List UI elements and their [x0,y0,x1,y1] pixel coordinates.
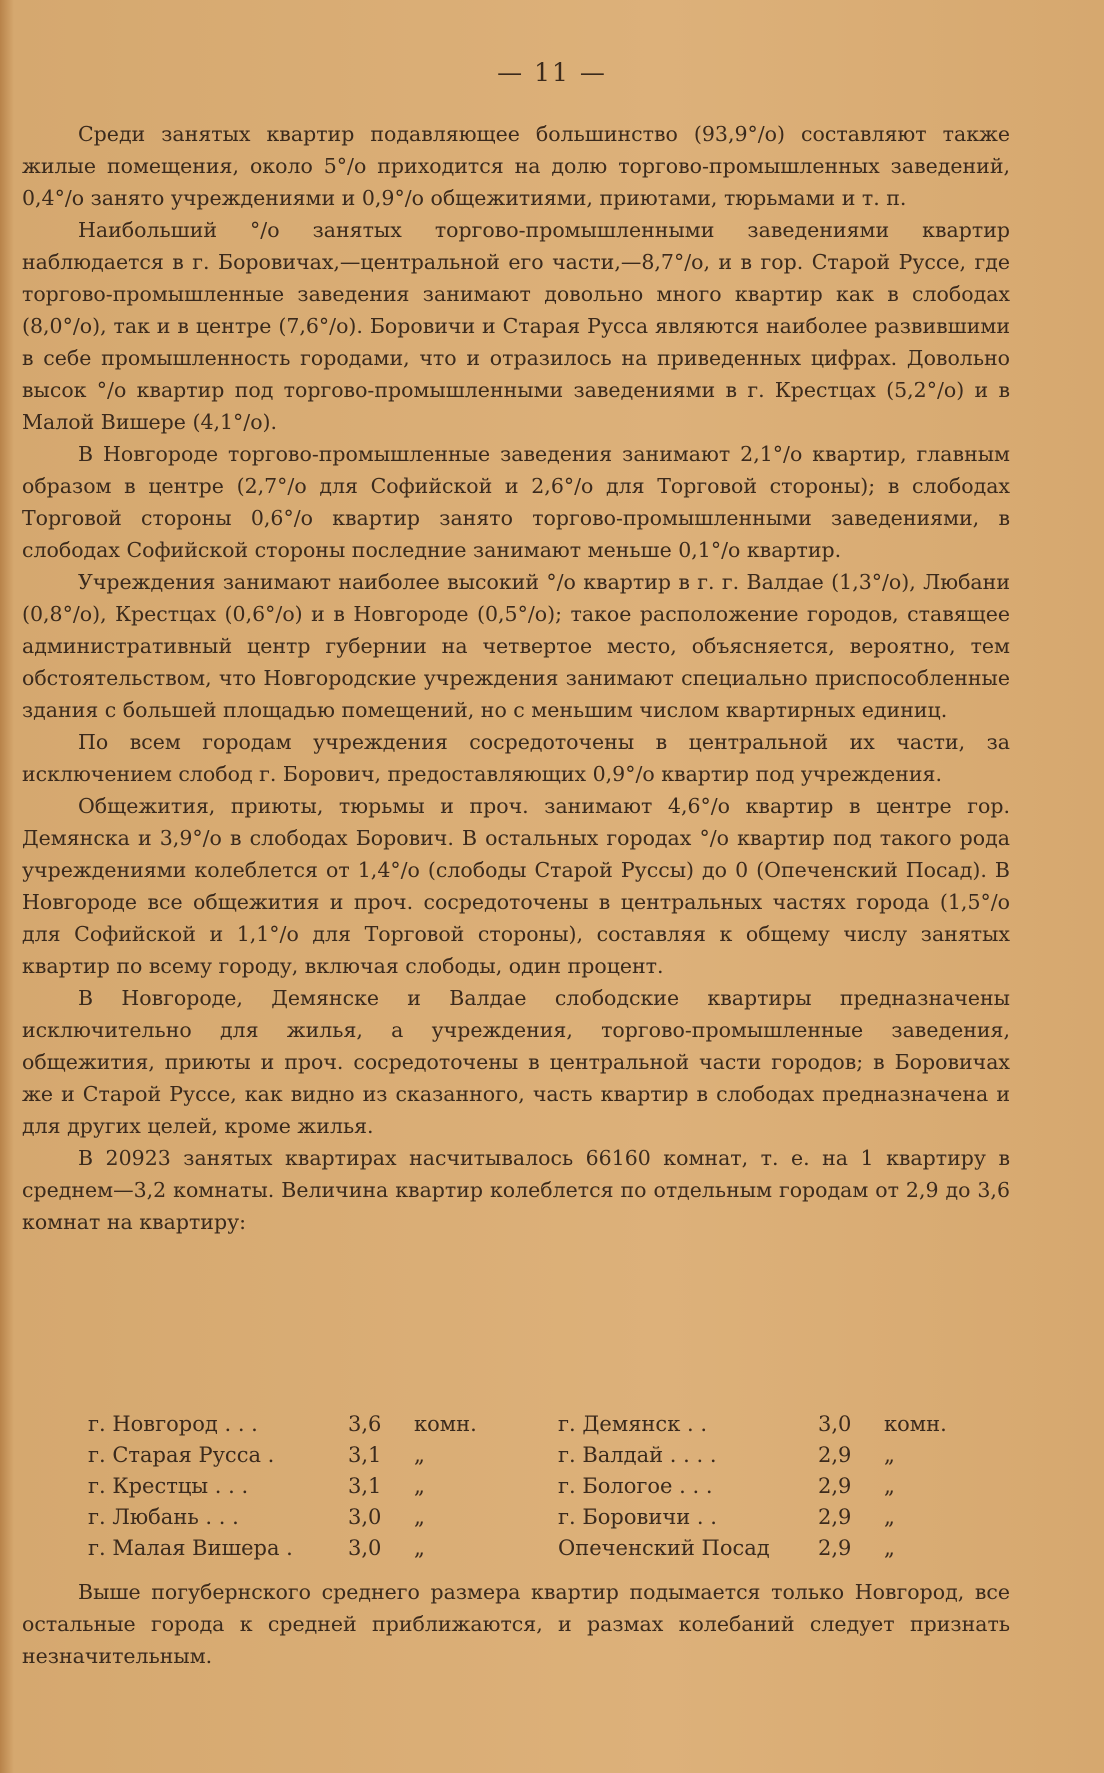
city-name: г. Крестцы . . . [88,1474,249,1498]
paragraph: Выше погубернского среднего размера квартир подымается только Новгород, все остальные города к средней приближаются, и размах колебаний следует признать незначительным. [22,1580,1010,1668]
table-row [558,1502,968,1533]
rooms-value: 3,0 [818,1412,852,1436]
city-name: Опеченский Посад [558,1536,770,1560]
table-row [88,1502,558,1533]
rooms-value: 3,1 [348,1443,382,1467]
city-name: г. Боровичи . . [558,1505,717,1529]
rooms-value: 2,9 [818,1474,852,1498]
table-row [558,1409,968,1440]
rooms-unit: „ [414,1474,425,1498]
rooms-unit: „ [884,1443,895,1467]
rooms-unit: „ [884,1536,895,1560]
rooms-value: 2,9 [818,1536,852,1560]
rooms-unit: „ [884,1474,895,1498]
rooms-value: 3,6 [348,1412,382,1436]
table-column-left [88,1409,558,1564]
city-name: г. Новгород . . . [88,1412,258,1436]
paragraph: По всем городам учреждения сосредоточены в центральной их части, за исключением слобод г. Борович, предоставляющих 0,9°/о квартир под учреждения. [22,730,1010,786]
city-name: г. Демянск . . [558,1412,708,1436]
paragraph: Среди занятых квартир подавляющее большинство (93,9°/о) составляют также жилые помещения, около 5°/о приходится на долю торгово-промышленных заведений, 0,4°/о занято учреждениями и 0,9°/о общежитиями, приютами, тюрьмами и т. п. [22,122,1010,210]
rooms-value: 3,1 [348,1474,382,1498]
rooms-unit: „ [414,1536,425,1560]
table-row [88,1440,558,1471]
rooms-unit: комн. [414,1412,477,1436]
city-name: г. Малая Вишера . [88,1536,293,1560]
page-number: — 11 — [497,58,607,87]
city-name: г. Бологое . . . [558,1474,713,1498]
rooms-per-apartment-table [88,1409,968,1564]
rooms-unit: комн. [884,1412,947,1436]
rooms-value: 2,9 [818,1505,852,1529]
city-name: г. Любань . . . [88,1505,239,1529]
table-row [88,1471,558,1502]
rooms-unit: „ [414,1443,425,1467]
rooms-value: 2,9 [818,1443,852,1467]
city-name: г. Валдай . . . . [558,1443,717,1467]
paragraph: В Новгороде, Демянске и Валдае слободские квартиры предназначены исключительно для жилья, а учреждения, торгово-промышленные заведения, общежития, приюты и проч. сосредоточены в центральной части городов; в Боровичах же и Старой Руссе, как видно из сказанного, часть квартир в слободах предназначена и для других целей, кроме жилья. [22,986,1010,1138]
body-text [22,118,1010,1238]
table-row [558,1533,968,1564]
rooms-value: 3,0 [348,1536,382,1560]
rooms-unit: „ [414,1505,425,1529]
paragraph: В 20923 занятых квартирах насчитывалось 66160 комнат, т. е. на 1 квартиру в среднем—3,2 комнаты. Величина квартир колеблется по отдельным городам от 2,9 до 3,6 комнат на квартиру: [22,1146,1010,1234]
paragraph: Общежития, приюты, тюрьмы и проч. занимают 4,6°/о квартир в центре гор. Демянска и 3,9°/о в слободах Борович. В остальных городах °/о квартир под такого рода учреждениями колеблется от 1,4°/о (слободы Старой Руссы) до 0 (Опеченский Посад). В Новгороде все общежития и проч. сосредоточены в центральных частях города (1,5°/о для Софийской и 1,1°/о для Торговой стороны), составляя к общему числу занятых квартир по всему городу, включая слободы, один процент. [22,794,1010,978]
paragraph: Учреждения занимают наиболее высокий °/о квартир в г. г. Валдае (1,3°/о), Любани (0,8°/о), Крестцах (0,6°/о) и в Новгороде (0,5°/о); такое расположение городов, ставящее административный центр губернии на четвертое место, объясняется, вероятно, тем обстоятельством, что Новгородские учреждения занимают специально приспособленные здания с большей площадью помещений, но с меньшим числом квартирных единиц. [22,570,1010,722]
table-row [558,1440,968,1471]
rooms-unit: „ [884,1505,895,1529]
table-row [558,1471,968,1502]
city-name: г. Старая Русса . [88,1443,275,1467]
table-row [88,1533,558,1564]
table-row [88,1409,558,1440]
paragraph: Наибольший °/о занятых торгово-промышленными заведениями квартир наблюдается в г. Боровичах,—центральной его части,—8,7°/о, и в гор. Старой Руссе, где торгово-промышленные заведения занимают довольно много квартир как в слободах (8,0°/о), так и в центре (7,6°/о). Боровичи и Старая Русса являются наиболее развившими в себе промышленность городами, что и отразилось на приведенных цифрах. Довольно высок °/о квартир под торгово-промышленными заведениями в г. Крестцах (5,2°/о) и в Малой Вишере (4,1°/о). [22,218,1010,434]
table-column-right [558,1409,968,1564]
paragraph: В Новгороде торгово-промышленные заведения занимают 2,1°/о квартир, главным образом в центре (2,7°/о для Софийской и 2,6°/о для Торговой стороны); в слободах Торговой стороны 0,6°/о квартир занято торгово-промышленными заведениями, в слободах Софийской стороны последние занимают меньше 0,1°/о квартир. [22,442,1010,562]
rooms-value: 3,0 [348,1505,382,1529]
conclusion-text [22,1576,1010,1672]
